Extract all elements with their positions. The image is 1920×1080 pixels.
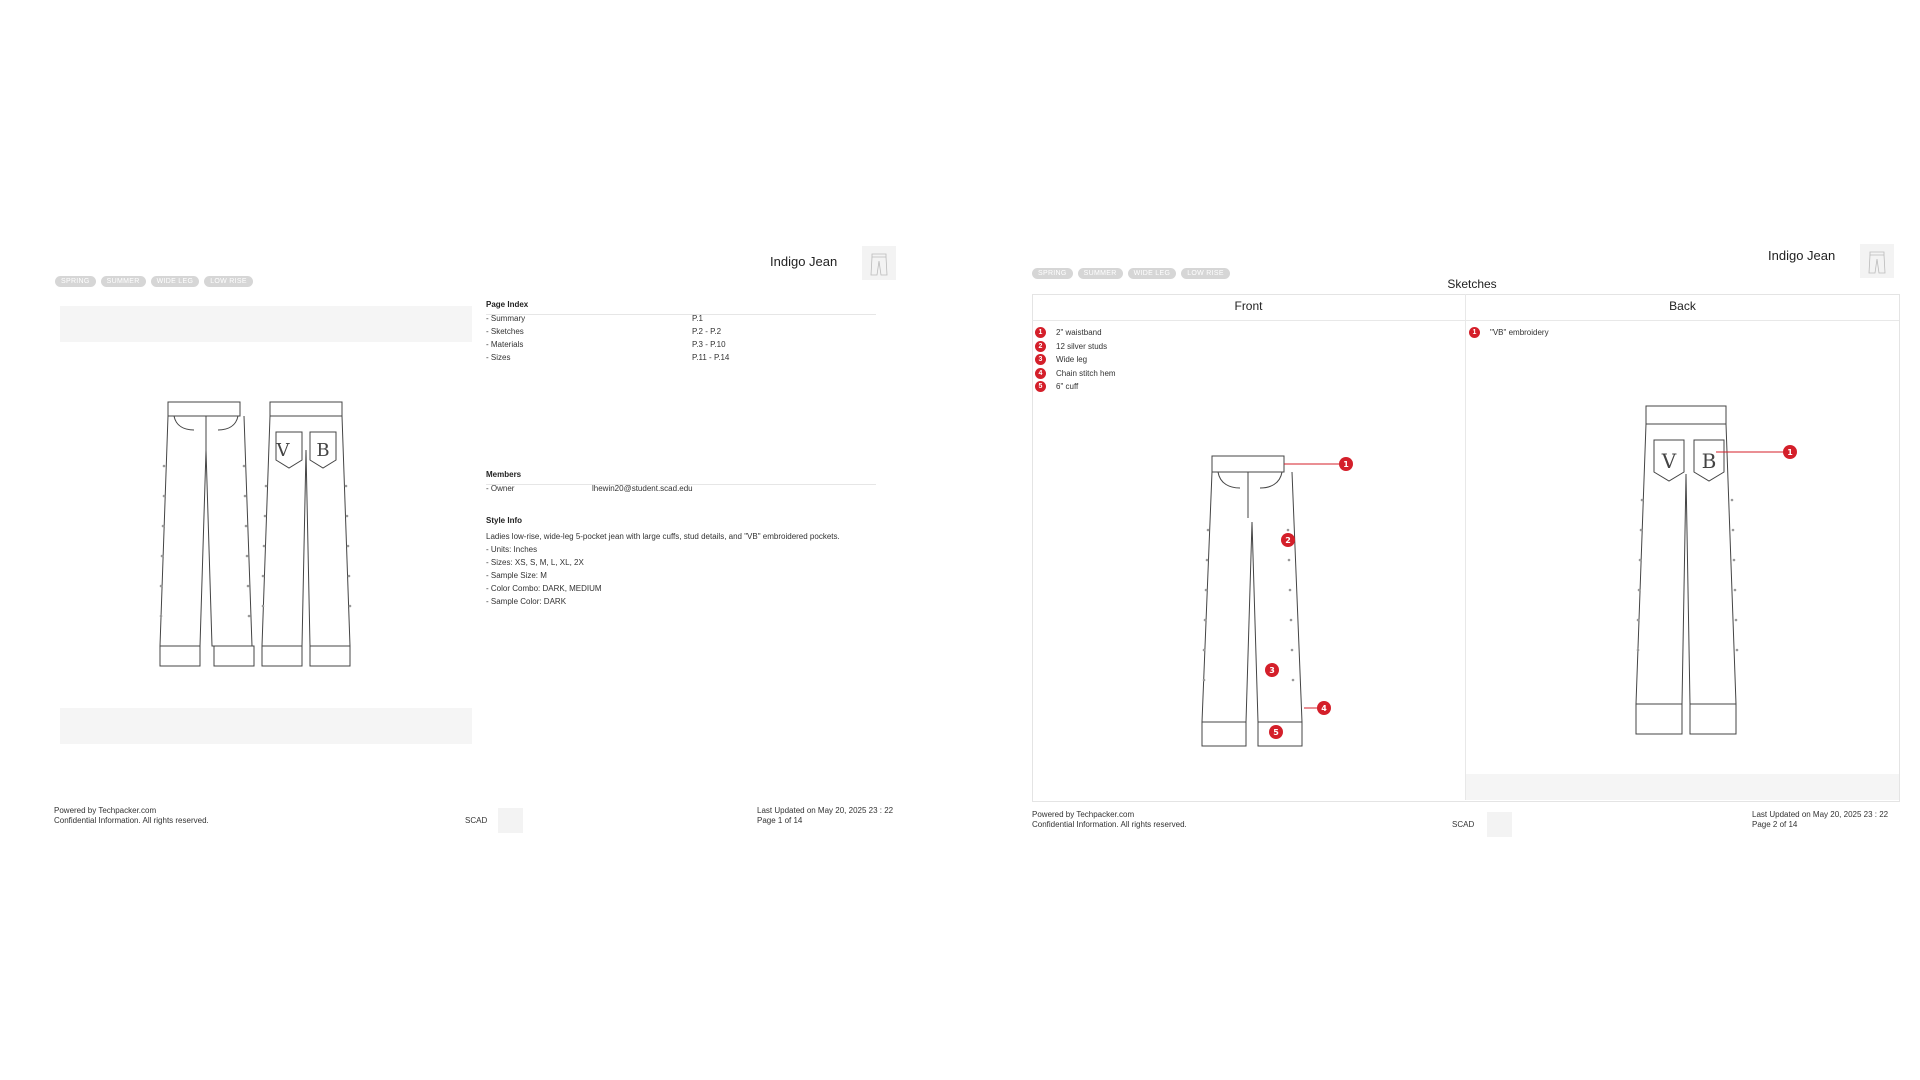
svg-text:5: 5 bbox=[1273, 728, 1279, 737]
callout-number: 5 bbox=[1035, 381, 1046, 392]
callout-number: 4 bbox=[1035, 368, 1046, 379]
page-number: Page 2 of 14 bbox=[1752, 820, 1798, 829]
callout-text: "VB" embroidery bbox=[1490, 328, 1549, 338]
tag[interactable]: WIDE LEG bbox=[1128, 268, 1177, 279]
back-footer-bar bbox=[1466, 774, 1899, 800]
powered-by[interactable]: Powered by Techpacker.com bbox=[54, 806, 157, 815]
powered-by[interactable]: Powered by Techpacker.com bbox=[1032, 810, 1135, 819]
org-name: SCAD bbox=[1452, 820, 1475, 829]
svg-text:1: 1 bbox=[1787, 448, 1793, 457]
jeans-flat-sketch bbox=[152, 396, 382, 676]
callout-number: 1 bbox=[1469, 327, 1480, 338]
page-index-value: P.1 bbox=[692, 314, 703, 323]
tech-pack-page-1 bbox=[52, 246, 904, 836]
callout-text: Wide leg bbox=[1056, 355, 1088, 365]
callout-item[interactable] bbox=[1035, 340, 1116, 354]
page2-title: Indigo Jean bbox=[1768, 248, 1836, 263]
style-info-body bbox=[486, 530, 886, 608]
member-email[interactable]: lhewin20@student.scad.edu bbox=[592, 484, 693, 493]
page1-title: Indigo Jean bbox=[770, 254, 838, 269]
page-index-label: - Sizes bbox=[486, 353, 511, 362]
page-index-row[interactable] bbox=[486, 327, 721, 336]
callout-item[interactable] bbox=[1035, 326, 1116, 340]
column-divider bbox=[1465, 294, 1466, 800]
page-index-value: P.2 - P.2 bbox=[692, 327, 722, 336]
page2-footer-left bbox=[1032, 810, 1187, 830]
header-bar bbox=[60, 306, 472, 342]
page-index-row[interactable] bbox=[486, 353, 729, 362]
style-info-line: - Sizes: XS, S, M, L, XL, 2X bbox=[486, 558, 584, 567]
page1-footer-left bbox=[54, 806, 209, 826]
style-info-heading: Style Info bbox=[486, 516, 523, 525]
member-role: - Owner bbox=[486, 484, 515, 493]
tag-list bbox=[55, 276, 253, 287]
style-info-line: - Sample Color: DARK bbox=[486, 597, 567, 606]
logo-placeholder bbox=[498, 808, 523, 833]
page-index-label: - Summary bbox=[486, 314, 526, 323]
svg-text:2: 2 bbox=[1285, 536, 1291, 545]
callout-text: 12 silver studs bbox=[1056, 341, 1108, 351]
tag[interactable]: SPRING bbox=[1032, 268, 1073, 279]
svg-text:B: B bbox=[316, 440, 330, 461]
style-info-line: Ladies low-rise, wide-leg 5-pocket jean with large cuffs, stud details, and "VB" embroidered pockets. bbox=[486, 532, 840, 541]
page-index-row[interactable] bbox=[486, 340, 726, 349]
style-info-line: - Sample Size: M bbox=[486, 571, 547, 580]
section-title: Sketches bbox=[1447, 277, 1497, 291]
svg-text:V: V bbox=[276, 440, 290, 461]
page-index-row[interactable] bbox=[486, 314, 703, 323]
tag[interactable]: SPRING bbox=[55, 276, 96, 287]
tag[interactable]: SUMMER bbox=[101, 276, 146, 287]
back-callout-list bbox=[1469, 326, 1549, 340]
callout-text: 6" cuff bbox=[1056, 382, 1079, 392]
tech-pack-page-2 bbox=[1032, 240, 1902, 840]
svg-text:B: B bbox=[1701, 449, 1717, 473]
member-row bbox=[486, 484, 693, 493]
svg-text:3: 3 bbox=[1269, 666, 1275, 675]
svg-text:1: 1 bbox=[1343, 460, 1349, 469]
svg-text:4: 4 bbox=[1321, 704, 1327, 713]
style-info-line: - Color Combo: DARK, MEDIUM bbox=[486, 584, 602, 593]
confidential-note: Confidential Information. All rights reserved. bbox=[54, 816, 209, 825]
page-index-value: P.3 - P.10 bbox=[692, 340, 726, 349]
tag[interactable]: LOW RISE bbox=[204, 276, 253, 287]
front-callout-list bbox=[1035, 326, 1116, 394]
last-updated: Last Updated on May 20, 2025 23 : 22 bbox=[1752, 810, 1889, 819]
last-updated: Last Updated on May 20, 2025 23 : 22 bbox=[757, 806, 894, 815]
back-jeans-sketch bbox=[1616, 400, 1816, 740]
callout-text: Chain stitch hem bbox=[1056, 368, 1116, 378]
callout-number: 1 bbox=[1035, 327, 1046, 338]
svg-text:V: V bbox=[1661, 449, 1677, 473]
org-name: SCAD bbox=[465, 816, 488, 825]
page-number: Page 1 of 14 bbox=[757, 816, 803, 825]
callout-item[interactable] bbox=[1469, 326, 1549, 340]
callout-item[interactable] bbox=[1035, 367, 1116, 381]
page-index-label: - Materials bbox=[486, 340, 524, 349]
page-index-heading: Page Index bbox=[486, 300, 529, 309]
members-heading: Members bbox=[486, 470, 522, 479]
confidential-note: Confidential Information. All rights reserved. bbox=[1032, 820, 1187, 829]
tag[interactable]: LOW RISE bbox=[1181, 268, 1230, 279]
page2-footer-right bbox=[1752, 810, 1888, 830]
front-jeans-sketch bbox=[1182, 450, 1382, 760]
tag-list bbox=[1032, 268, 1230, 279]
style-info-line: - Units: Inches bbox=[486, 545, 538, 554]
tag[interactable]: SUMMER bbox=[1078, 268, 1123, 279]
page1-footer-right bbox=[757, 806, 893, 826]
back-label: Back bbox=[1669, 299, 1696, 313]
callout-text: 2" waistband bbox=[1056, 328, 1102, 338]
header-divider bbox=[1032, 320, 1899, 321]
front-label: Front bbox=[1234, 299, 1263, 313]
page-index-label: - Sketches bbox=[486, 327, 524, 336]
callout-item[interactable] bbox=[1035, 353, 1116, 367]
jeans-thumbnail-icon bbox=[862, 246, 896, 280]
callout-number: 3 bbox=[1035, 354, 1046, 365]
page-index-value: P.11 - P.14 bbox=[692, 353, 730, 362]
callout-item[interactable] bbox=[1035, 380, 1116, 394]
footer-bar bbox=[60, 708, 472, 744]
tag[interactable]: WIDE LEG bbox=[151, 276, 200, 287]
logo-placeholder bbox=[1487, 812, 1512, 837]
callout-number: 2 bbox=[1035, 341, 1046, 352]
jeans-thumbnail-icon bbox=[1860, 244, 1894, 278]
